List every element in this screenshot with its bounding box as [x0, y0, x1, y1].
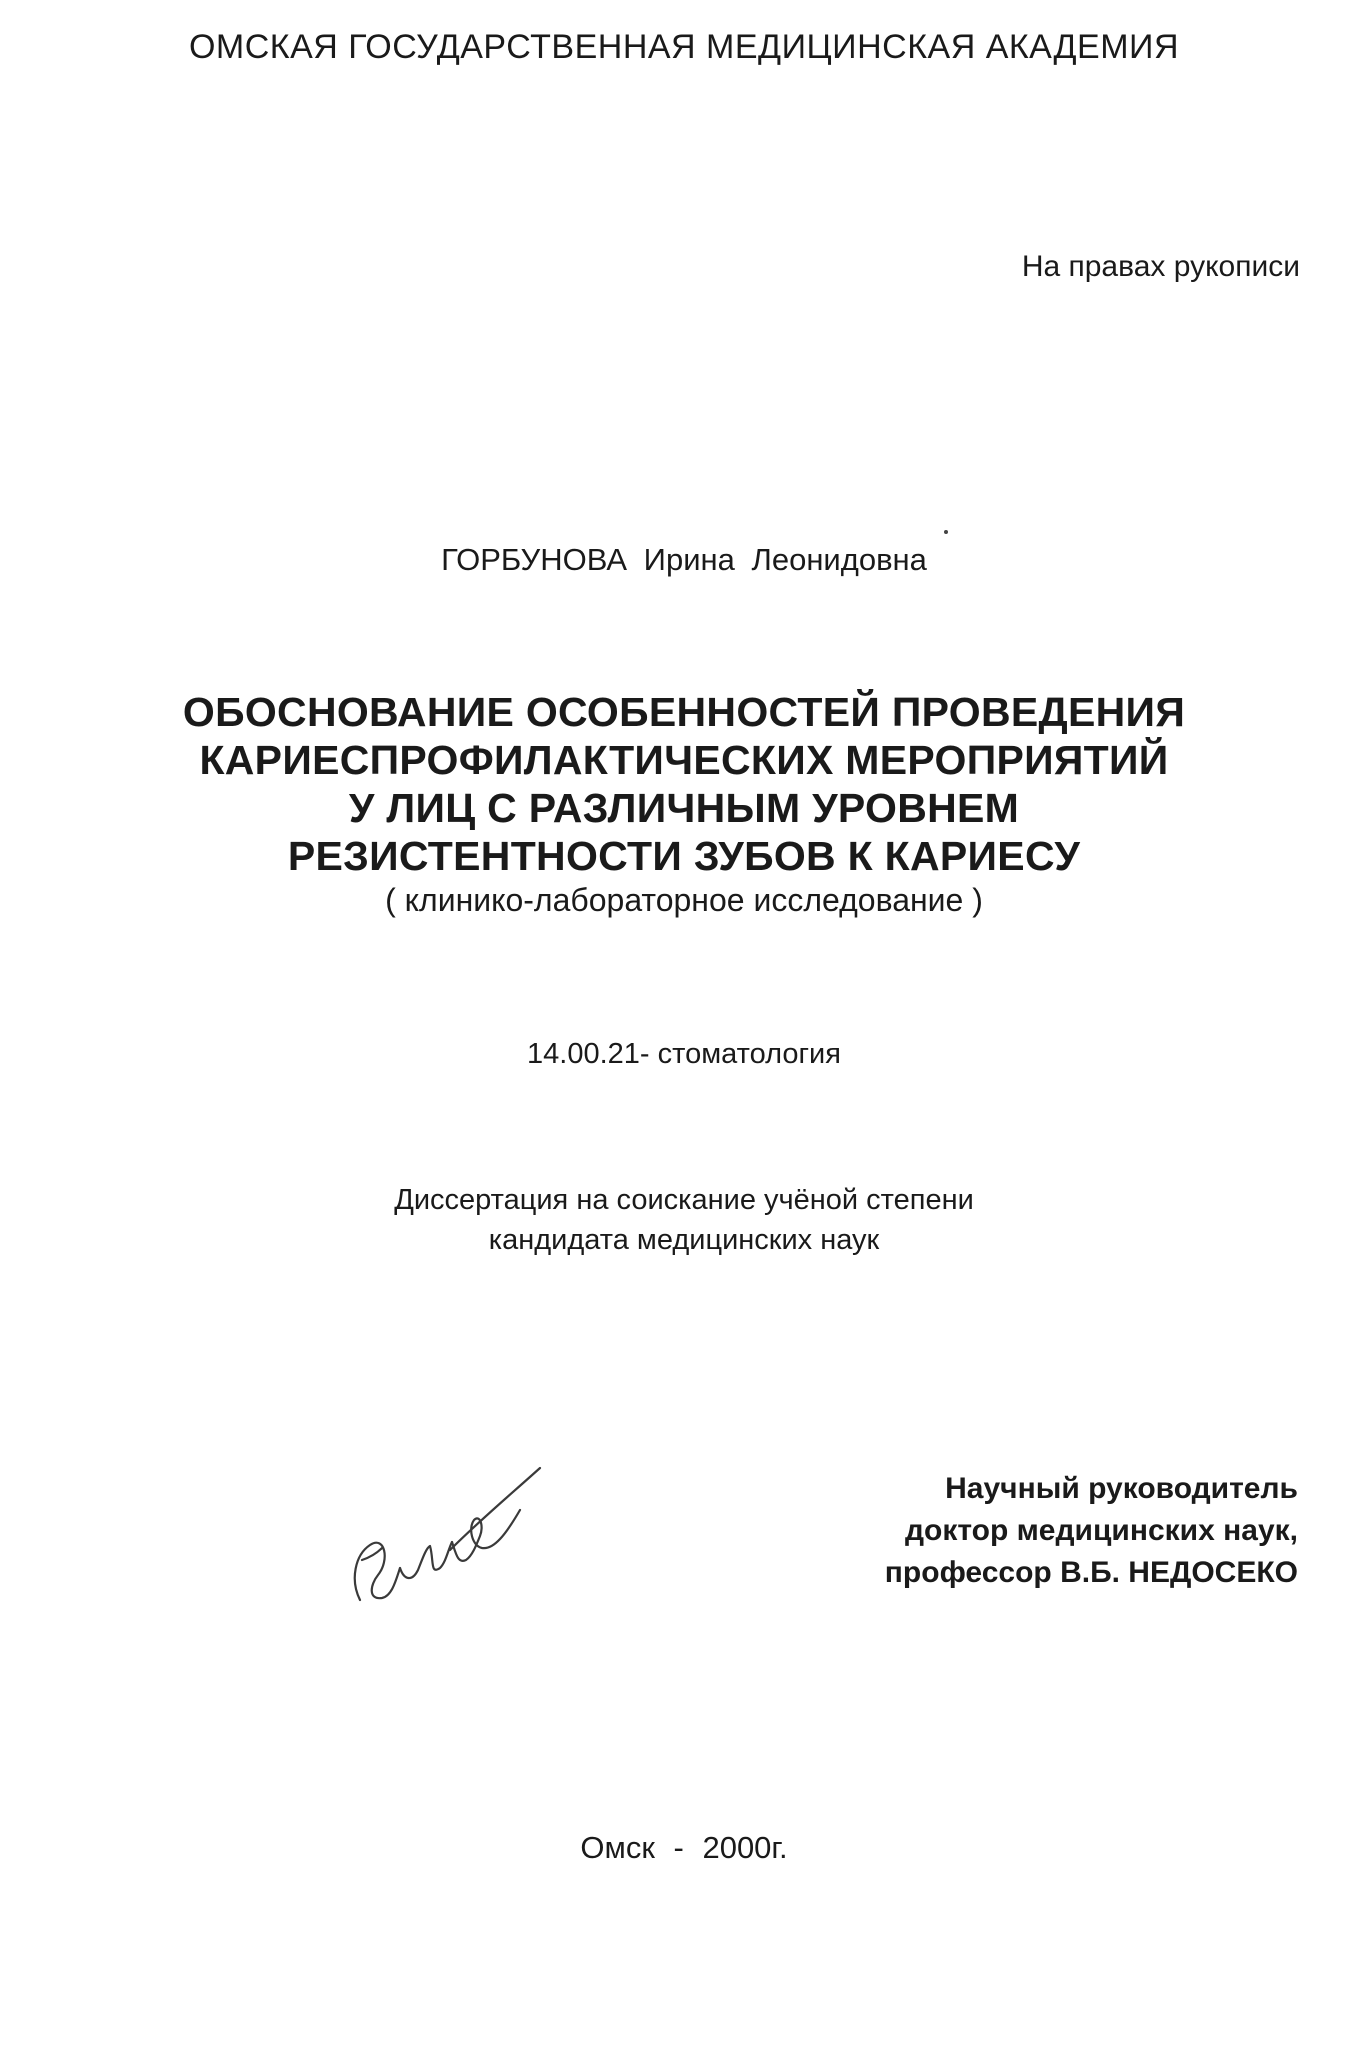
- title-line: ОБОСНОВАНИЕ ОСОБЕННОСТЕЙ ПРОВЕДЕНИЯ: [182, 689, 1186, 735]
- supervisor-name: профессор В.Б. НЕДОСЕКО: [884, 1556, 1298, 1589]
- supervisor-block: [885, 1468, 1298, 1594]
- title-line: РЕЗИСТЕНТНОСТИ ЗУБОВ К КАРИЕСУ: [287, 833, 1081, 879]
- degree-line: кандидата медицинских наук: [488, 1224, 880, 1256]
- title-subtitle: ( клинико-лабораторное исследование ): [385, 882, 983, 918]
- rights-note: На правах рукописи: [1021, 250, 1300, 283]
- degree-line: Диссертация на соискание учёной степени: [394, 1184, 974, 1216]
- title-line: КАРИЕСПРОФИЛАКТИЧЕСКИХ МЕРОПРИЯТИЙ: [199, 737, 1169, 783]
- author-name: ГОРБУНОВА Ирина Леонидовна: [441, 542, 927, 577]
- supervisor-degree: доктор медицинских наук,: [904, 1514, 1298, 1547]
- dissertation-title: [0, 688, 1368, 920]
- title-line: У ЛИЦ С РАЗЛИЧНЫМ УРОВНЕМ: [348, 785, 1020, 831]
- supervisor-role: Научный руководитель: [945, 1472, 1298, 1505]
- specialty-code: 14.00.21- стоматология: [527, 1038, 841, 1070]
- institution-name: ОМСКАЯ ГОСУДАРСТВЕННАЯ МЕДИЦИНСКАЯ АКАДЕМИЯ: [188, 28, 1180, 66]
- city-year: Омск - 2000г.: [580, 1830, 788, 1865]
- handwritten-signature: [330, 1450, 550, 1650]
- scan-speck: [944, 530, 948, 534]
- degree-statement: [0, 1180, 1368, 1260]
